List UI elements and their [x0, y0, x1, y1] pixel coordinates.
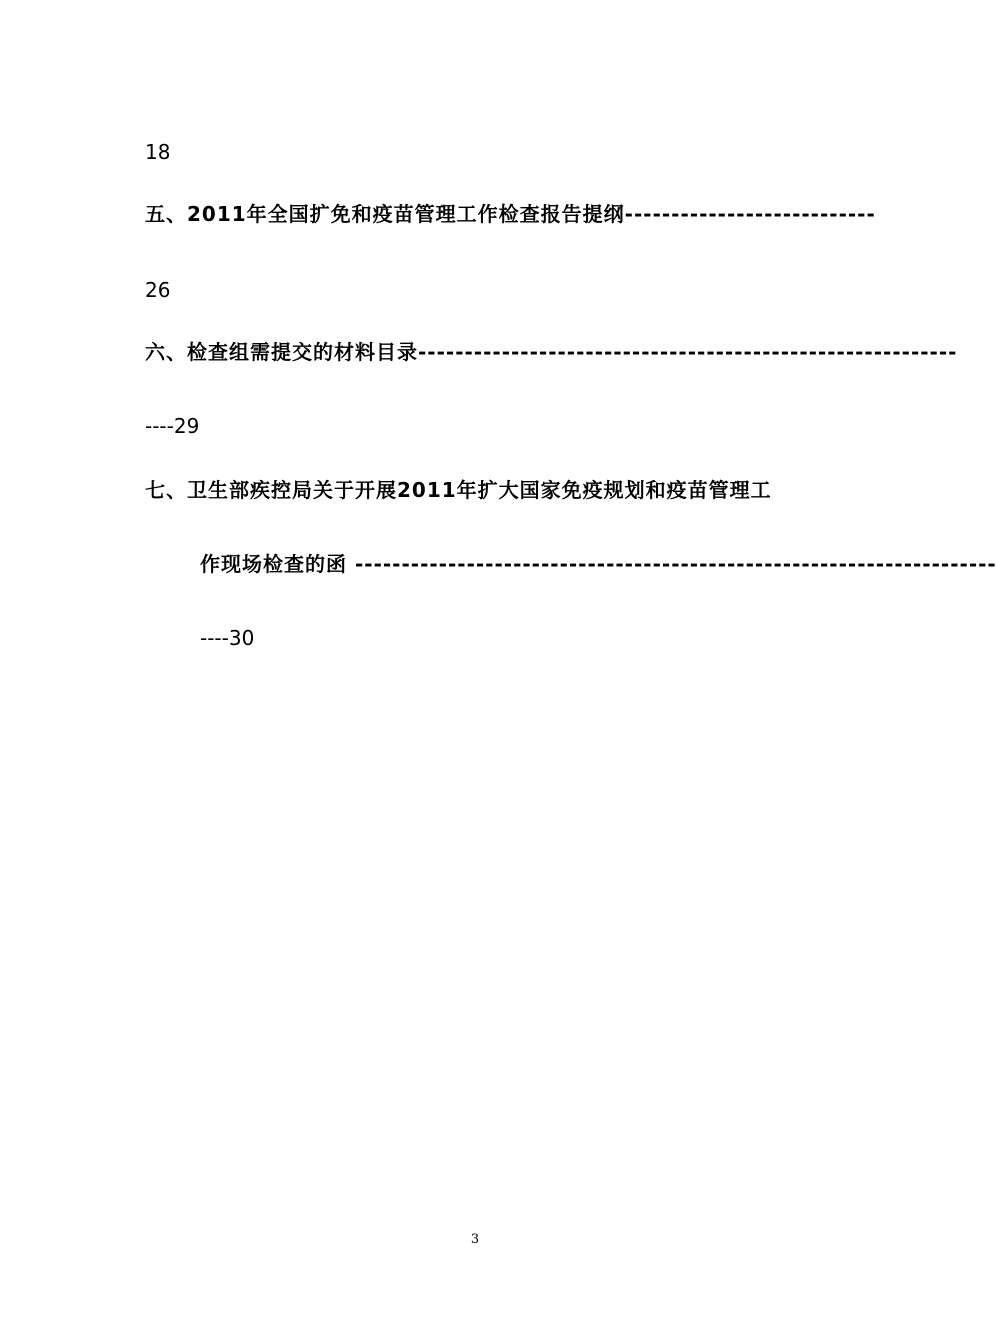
toc-item-5: 五、2011年全国扩免和疫苗管理工作检查报告提纲---------------------------	[145, 202, 876, 226]
toc-page-number-26: 26	[145, 278, 171, 302]
toc-item-6-page: ----29	[145, 414, 200, 438]
toc-item-7-page: ----30	[200, 626, 255, 650]
toc-page-number-18: 18	[145, 140, 171, 164]
toc-item-7-line-1: 七、卫生部疾控局关于开展2011年扩大国家免疫规划和疫苗管理工	[145, 478, 772, 502]
toc-item-6: 六、检查组需提交的材料目录----------------------------------------------------------	[145, 340, 958, 364]
toc-item-7-line-2: 作现场检查的函 ---------------------------------------------------------------------	[200, 552, 997, 576]
footer-page-number: 3	[470, 1232, 480, 1247]
